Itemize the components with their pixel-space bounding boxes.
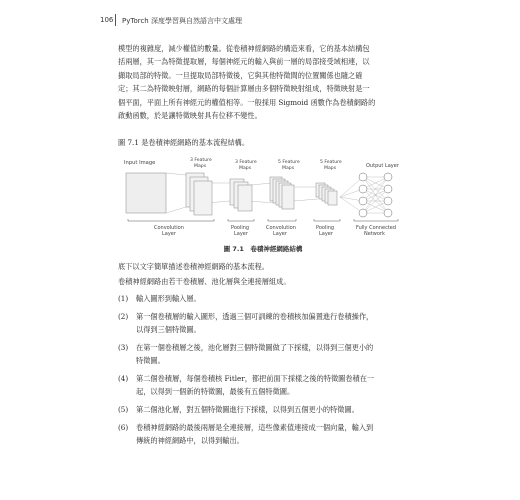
list-item-line: 第二個卷積層，每個卷積核 Fitler，都把前面下採樣之後的特徵圖卷積在一 <box>136 374 375 383</box>
label-fm5a-line2: Maps <box>282 166 295 171</box>
label-output-layer: Output Layer <box>366 163 399 169</box>
list-item-number: (5) <box>118 405 129 414</box>
paragraph-line: 啟動函數，於是讓特徵映射具有位移不變性。 <box>118 111 262 121</box>
list-item-line: 特徵圖。 <box>136 356 165 366</box>
header-divider <box>115 14 116 26</box>
list-item-line: 第二個池化層，對五個特徵圖進行下採樣，以得到五個更小的特徵圖。 <box>136 405 359 414</box>
text-line-composition: 卷積神經網路由若干卷積層、池化層與全連接層組成。 <box>118 277 291 286</box>
list-item-number: (6) <box>118 423 129 432</box>
cnn-diagram-svg <box>118 155 408 245</box>
paragraph-line: 模型的複雜度，減少權值的數量。從卷積神經網路的構造來看，它的基本結構包 <box>118 44 370 53</box>
label-fm3b-line1: 3 Feature <box>235 160 257 165</box>
label-input-image: Input Image <box>124 160 156 166</box>
label-conv1-line2: Layer <box>162 231 176 237</box>
label-pool2-line2: Layer <box>319 231 333 237</box>
feature-maps-3a <box>186 173 212 215</box>
list-item-number: (4) <box>118 374 129 383</box>
list-item-line: 以得到三個特徵圖。 <box>136 325 201 335</box>
paragraph-line: 擷取局部的特徵。一旦提取局部特徵後，它與其他特徵間的位置關係也隨之確 <box>118 70 363 80</box>
list-item-line: 在第一個卷積層之後，池化層對三個特徵圖做了下採樣，以得到三個更小的 <box>136 343 374 352</box>
label-pool1-line2: Layer <box>234 231 248 237</box>
label-fm5a-line1: 5 Feature <box>278 160 300 165</box>
paragraph-line: 個平面，平面上所有神經元的權值相等。一般採用 Sigmoid 函數作為卷積網路的 <box>118 97 376 107</box>
feature-maps-3b <box>230 179 252 211</box>
list-item-number: (1) <box>118 294 129 303</box>
label-pool2-line1: Pooling <box>316 225 335 231</box>
label-conv2-line1: Convolution <box>266 225 296 231</box>
running-title: PyTorch 深度學習與自然語言中文處理 <box>122 17 242 25</box>
label-fm3b-line2: Maps <box>239 166 252 171</box>
cnn-diagram <box>118 155 408 245</box>
label-fc-line1: Fully Connected <box>356 225 397 231</box>
label-pool1-line1: Pooling <box>231 225 250 231</box>
feature-maps-5a <box>270 177 294 209</box>
list-item-line: 傳統的神經網路中，以得到輸出。 <box>136 436 244 446</box>
label-conv1-line1: Convolution <box>154 225 184 231</box>
figure-intro: 圖 7.1 是卷積神經網路的基本流程結構。 <box>118 138 250 147</box>
paragraph-line: 定；其二為特徵映射層，網路的每個計算層由多個特徵映射組成，特徵映射是一 <box>118 84 370 94</box>
label-conv2-line2: Layer <box>273 231 287 237</box>
paragraph-line: 括兩層，其一為特徵提取層，每個神經元的輸入與前一層的局部接受域相連，以 <box>118 57 370 67</box>
figure-caption: 圖 7.1 卷積神經網路結構 <box>223 245 303 253</box>
feature-maps-5b <box>316 183 337 205</box>
list-item-number: (2) <box>118 312 129 321</box>
list-item-number: (3) <box>118 343 129 352</box>
list-item-line: 第一個卷積層的輸入圖形，透過三個可訓練的卷積核加偏置進行卷積操作， <box>136 312 374 321</box>
input-image-box <box>126 173 166 213</box>
label-fc-line2: Network <box>364 231 385 237</box>
list-item-line: 起，以得到一個新的特徵圖，最後有五個特徵圖。 <box>136 387 295 397</box>
body-paragraph <box>118 42 408 122</box>
list-item-line: 輸入圖形到輸入層。 <box>136 294 201 303</box>
page-number: 106 <box>100 16 114 24</box>
page-header <box>100 14 500 28</box>
label-fm3a-line2: Maps <box>194 164 207 169</box>
label-fm3a-line1: 3 Feature <box>190 158 212 163</box>
text-line-flow: 底下以文字簡單描述卷積神經網路的基本流程。 <box>118 262 269 271</box>
fully-connected-network <box>340 173 392 217</box>
label-fm5b-line1: 5 Feature <box>320 160 342 165</box>
layer-brackets <box>128 219 398 221</box>
list-item-line: 卷積神經網路的最後兩層是全連接層，這些像素值連接成一個向量，輸入到 <box>136 423 374 432</box>
label-fm5b-line2: Maps <box>324 166 337 171</box>
